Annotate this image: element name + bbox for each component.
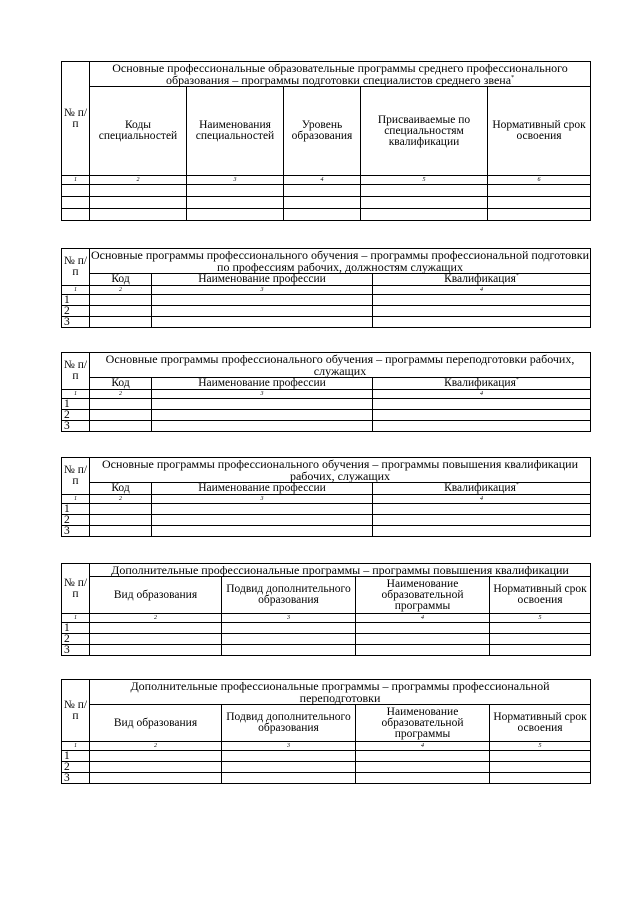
table-row: 1 <box>62 504 591 515</box>
table-row: 3 <box>62 773 591 784</box>
no-header: № п/п <box>62 249 90 286</box>
column-header: Вид образования <box>90 705 222 742</box>
table-row: 2 <box>62 306 591 317</box>
index-cell: 1 <box>62 495 90 504</box>
column-header: Наименования специальностей <box>187 87 284 176</box>
index-cell: 2 <box>90 390 152 399</box>
table-title: Дополнительные профессиональные программы – программы профессиональной переподготовки <box>90 680 591 705</box>
table-title: Основные программы профессионального обучения – программы переподготовки рабочих, служащих <box>90 353 591 378</box>
table-row: 1 <box>62 295 591 306</box>
index-cell: 5 <box>490 742 591 751</box>
table-row: 3 <box>62 526 591 537</box>
column-header: Код <box>90 483 152 495</box>
index-cell: 4 <box>373 286 591 295</box>
index-cell: 5 <box>361 176 488 185</box>
table-row: 2 <box>62 410 591 421</box>
table-additional-upgrade <box>61 563 591 656</box>
index-cell: 1 <box>62 614 90 623</box>
index-cell: 2 <box>90 742 222 751</box>
column-header: Коды специальностей <box>90 87 187 176</box>
index-cell: 4 <box>373 495 591 504</box>
column-header: Код <box>90 378 152 390</box>
table-row: 1 <box>62 623 591 634</box>
table-row: 2 <box>62 762 591 773</box>
index-cell: 4 <box>356 742 490 751</box>
table-row: 3 <box>62 645 591 656</box>
index-cell: 2 <box>90 495 152 504</box>
column-header: Наименование образовательной программы <box>356 705 490 742</box>
column-header: Код <box>90 274 152 286</box>
index-cell: 2 <box>90 176 187 185</box>
column-header: Наименование профессии <box>152 274 373 286</box>
table-row: 2 <box>62 634 591 645</box>
index-cell: 4 <box>284 176 361 185</box>
index-cell: 3 <box>152 390 373 399</box>
table-qualification-upgrade <box>61 457 591 537</box>
index-cell: 3 <box>152 286 373 295</box>
table-title: Основные программы профессионального обучения – программы повышения квалификации рабочих, служащих <box>90 458 591 483</box>
no-header: № п/п <box>62 353 90 390</box>
column-header: Уровень образования <box>284 87 361 176</box>
index-cell: 3 <box>187 176 284 185</box>
no-header: № п/п <box>62 62 90 176</box>
column-header: Вид образования <box>90 577 222 614</box>
table-title: Дополнительные профессиональные программы – программы повышения квалификации <box>90 564 591 577</box>
index-cell: 1 <box>62 176 90 185</box>
column-header: Квалификация* <box>373 378 591 390</box>
table-row <box>62 209 591 221</box>
table-title: Основные программы профессионального обучения – программы профессиональной подготовки по профессиям рабочих, должностям служащих <box>90 248 590 274</box>
column-header: Присваиваемые по специальностям квалификации <box>361 87 488 176</box>
table-additional-retraining <box>61 679 591 784</box>
index-cell: 4 <box>373 390 591 399</box>
table-prof-training <box>61 248 591 328</box>
column-header: Квалификация* <box>373 483 591 495</box>
table-row <box>62 197 591 209</box>
column-header: Нормативный срок освоения <box>490 705 591 742</box>
index-cell: 3 <box>152 495 373 504</box>
index-cell: 4 <box>356 614 490 623</box>
no-header: № п/п <box>62 680 90 742</box>
no-header: № п/п <box>62 564 90 614</box>
table-row: 1 <box>62 751 591 762</box>
column-header: Квалификация* <box>373 274 591 286</box>
column-header: Подвид дополнительного образования <box>222 705 356 742</box>
column-header: Нормативный срок освоения <box>488 87 591 176</box>
table-row: 1 <box>62 399 591 410</box>
index-cell: 1 <box>62 286 90 295</box>
index-cell: 3 <box>222 614 356 623</box>
index-cell: 2 <box>90 286 152 295</box>
index-cell: 6 <box>488 176 591 185</box>
index-cell: 5 <box>490 614 591 623</box>
column-header: Подвид дополнительного образования <box>222 577 356 614</box>
table-spo-programs <box>61 61 591 221</box>
index-cell: 3 <box>222 742 356 751</box>
column-header: Нормативный срок освоения <box>490 577 591 614</box>
no-header: № п/п <box>62 458 90 495</box>
column-header: Наименование профессии <box>152 483 373 495</box>
column-header: Наименование профессии <box>152 378 373 390</box>
table-title: Основные профессиональные образовательные программы среднего профессионального образования – программы подготовки специалистов среднего звена* <box>90 62 591 87</box>
table-row <box>62 185 591 197</box>
column-header: Наименование образовательной программы <box>356 577 490 614</box>
table-row: 3 <box>62 421 591 432</box>
table-row: 2 <box>62 515 591 526</box>
table-retraining <box>61 352 591 432</box>
index-cell: 1 <box>62 390 90 399</box>
index-cell: 1 <box>62 742 90 751</box>
index-cell: 2 <box>90 614 222 623</box>
table-row: 3 <box>62 317 591 328</box>
